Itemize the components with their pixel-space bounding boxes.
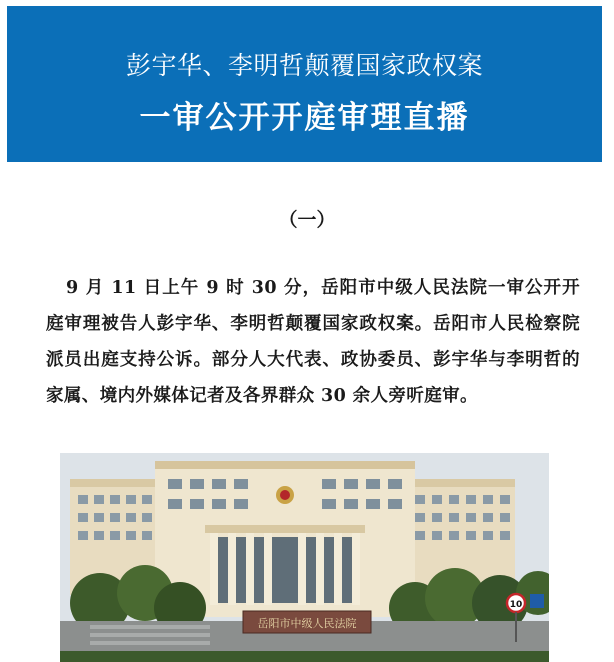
- article-paragraph: 9 月 11 日上午 9 时 30 分，岳阳市中级人民法院一审公开开庭审理被告人彭宇华、李明哲颠覆国家政权案。岳阳市人民检察院派员出庭支持公诉。部分人大代表、政协委员、彭宇华与李明哲的家属、境内外媒体记者及各界群众 30 余人旁听庭审。: [46, 278, 580, 406]
- section-number: （一）: [278, 209, 336, 231]
- courthouse-illustration: [60, 453, 549, 662]
- header-banner: [7, 6, 602, 162]
- courthouse-photo: [60, 453, 549, 662]
- courthouse-signboard: 岳阳市中级人民法院: [257, 617, 357, 630]
- title-line-2: 一审公开开庭审理直播: [139, 100, 470, 136]
- title-line-1: 彭宇华、李明哲颠覆国家政权案: [125, 51, 483, 80]
- speed-sign: 10: [509, 600, 523, 610]
